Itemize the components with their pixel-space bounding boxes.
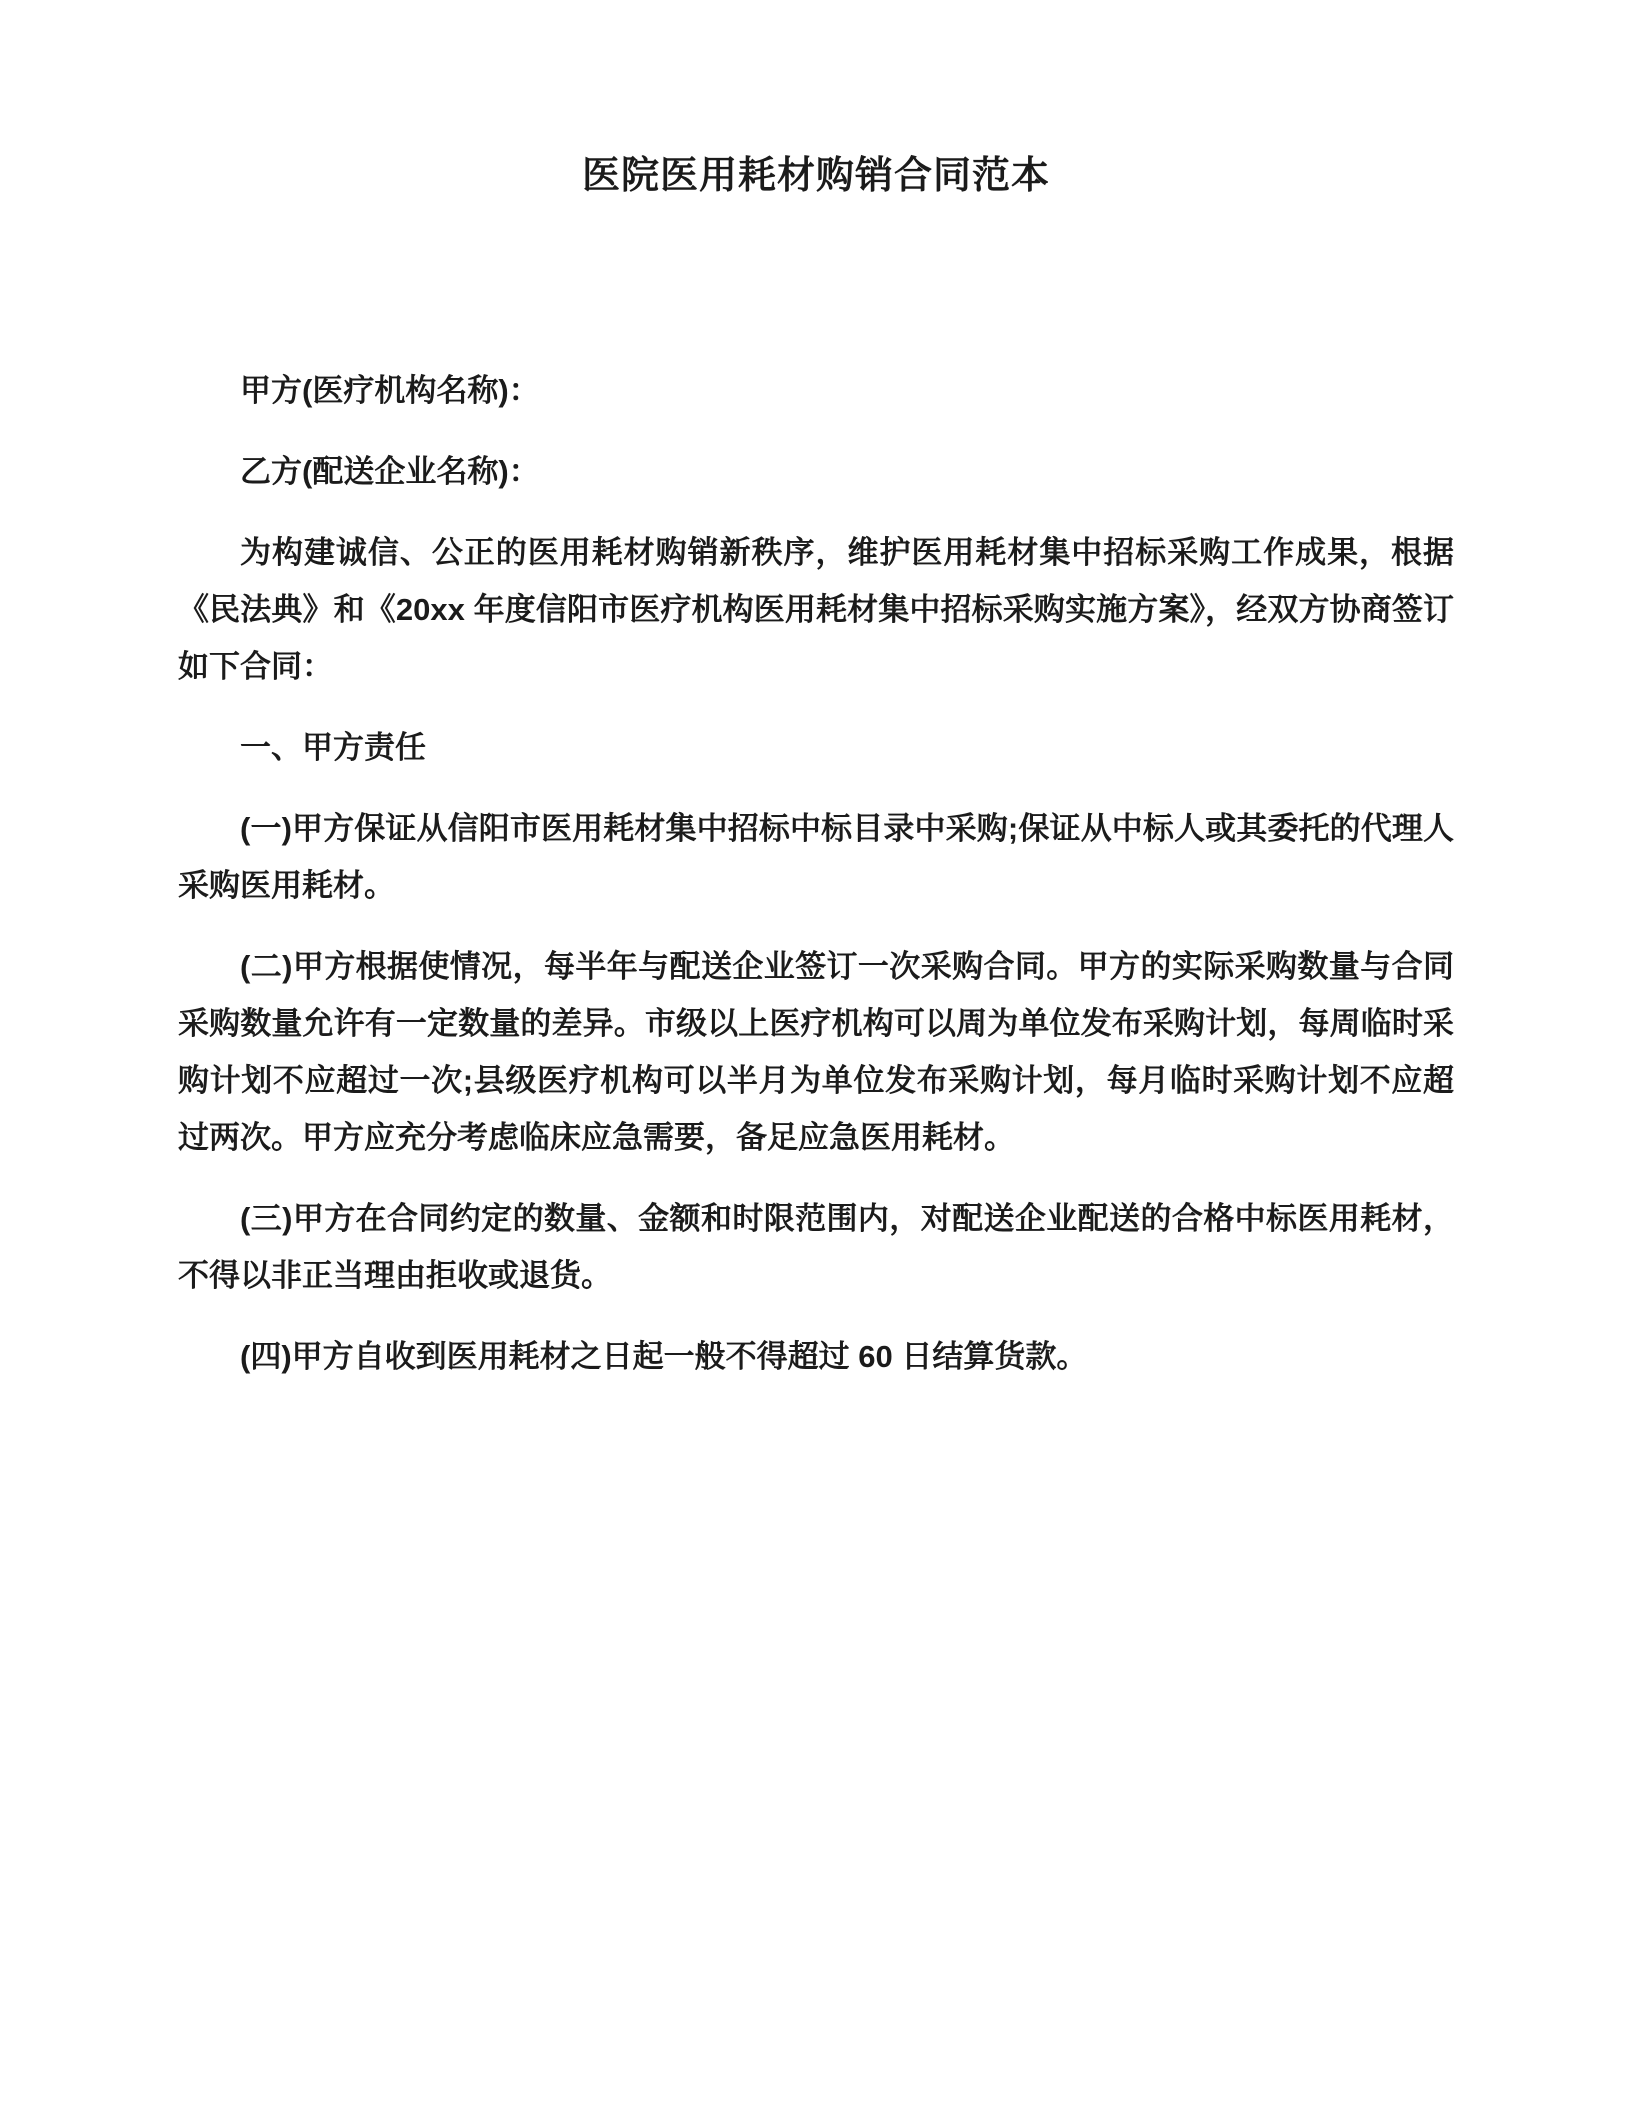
section-1-heading: 一、甲方责任 <box>240 730 426 765</box>
preamble-paragraph: 为构建诚信、公正的医用耗材购销新秩序，维护医用耗材集中招标采购工作成果，根据《民法典》和《20xx 年度信阳市医疗机构医用耗材集中招标采购实施方案》，经双方协商签订如下合同： <box>178 535 1454 684</box>
clause-2-paragraph: (二)甲方根据使情况，每半年与配送企业签订一次采购合同。甲方的实际采购数量与合同采购数量允许有一定数量的差异。市级以上医疗机构可以周为单位发布采购计划，每周临时采购计划不应超过一次;县级医疗机构可以半月为单位发布采购计划，每月临时采购计划不应超过两次。甲方应充分考虑临床应急需要，备足应急医用耗材。 <box>178 949 1454 1155</box>
clause-3-paragraph: (三)甲方在合同约定的数量、金额和时限范围内，对配送企业配送的合格中标医用耗材，不得以非正当理由拒收或退货。 <box>178 1201 1454 1293</box>
party-b-label: 乙方(配送企业名称)： <box>240 454 540 489</box>
clause-4-paragraph: (四)甲方自收到医用耗材之日起一般不得超过 60 日结算货款。 <box>240 1339 1088 1374</box>
party-a-label: 甲方(医疗机构名称)： <box>240 373 540 408</box>
clause-1-paragraph: (一)甲方保证从信阳市医用耗材集中招标中标目录中采购;保证从中标人或其委托的代理人采购医用耗材。 <box>178 811 1454 903</box>
document-title: 医院医用耗材购销合同范本 <box>581 155 1050 197</box>
